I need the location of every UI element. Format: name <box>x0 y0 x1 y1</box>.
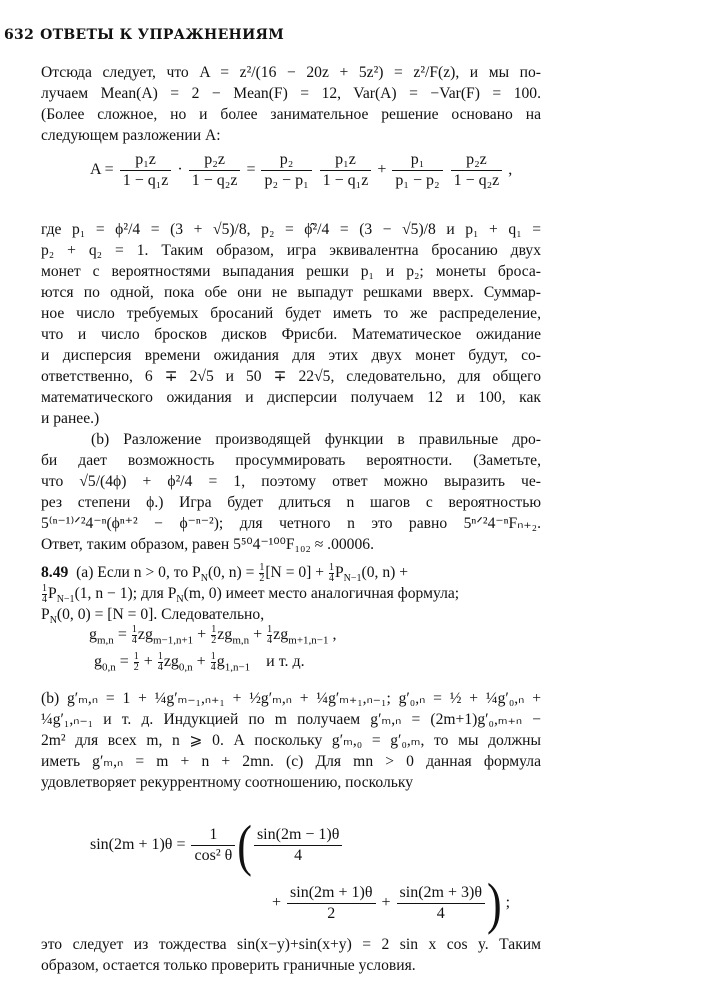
eq-operator: + <box>381 894 391 912</box>
subscript: 1,n−1 <box>224 661 251 674</box>
text-span: P <box>41 606 50 623</box>
denominator: 1 − q₂z <box>453 172 500 189</box>
numerator: p₁z <box>120 150 172 171</box>
text-span: (0, n) = <box>207 564 259 582</box>
text-line: (Более сложное, но и более занимательное решение основано на <box>41 106 541 123</box>
fraction <box>254 825 342 866</box>
text-line: следующем разложении A: <box>41 127 221 144</box>
eq-term: g <box>89 626 97 644</box>
denominator: p₂ − p₁ <box>264 172 309 189</box>
text-span: P <box>48 585 57 603</box>
eq-term: zg <box>163 653 179 671</box>
eq-operator: + <box>197 626 207 644</box>
eq-term: zg <box>217 626 233 644</box>
text-line: рез степени ϕ.) Игра будет длиться n шагов с вероятностью <box>41 494 541 511</box>
fraction-half: $\frac{1}{2}$ <box>133 651 139 673</box>
eq-operator: = <box>119 653 129 671</box>
subscript: m+1,n−1 <box>288 634 329 647</box>
subscript: m,n <box>232 634 250 647</box>
fraction-quarter: $\frac{1}{4}$ <box>267 624 273 646</box>
denominator: p₁ − p₂ <box>395 172 440 189</box>
text-line: (b) g′ₘ,ₙ = 1 + ¼g′ₘ₋₁,ₙ₊₁ + ½g′ₘ,ₙ + ¼g′ₘ₊₁,ₙ₋₁; g′₀,ₙ = ½ + ¼g′₀,ₙ + <box>41 690 541 707</box>
equation-sin-row1 <box>90 813 344 878</box>
text-line: би дает возможность просуммировать вероятности. (Заметьте, <box>41 452 541 469</box>
numerator: p₁ <box>392 150 442 171</box>
text-line: 2m² для всех m, n ⩾ 0. А поскольку g′ₘ,₀ = g′₀,ₘ, то мы должны <box>41 732 541 749</box>
fraction-quarter: $\frac{1}{4}$ <box>328 562 334 584</box>
denominator: cos² θ <box>194 847 233 864</box>
fraction-quarter: $\frac{1}{4}$ <box>42 583 47 605</box>
eq-term: g <box>216 653 225 671</box>
paren-open: ( <box>237 813 252 878</box>
exercise-number: 8.49 <box>41 564 69 582</box>
text-line: математического ожидания и дисперсии получаем 12 и 100, как <box>41 389 541 406</box>
paren-close: ) <box>487 871 502 936</box>
text-span: (a) Если n > 0, то P <box>76 564 201 582</box>
fraction-half: $\frac{1}{2}$ <box>211 624 217 646</box>
eq-operator: + <box>272 894 282 912</box>
subscript: m,n <box>97 634 114 647</box>
eq-term: g <box>94 653 102 671</box>
text-line: лучаем Mean(A) = 2 − Mean(F) = 12, Var(A) = −Var(F) = 100. <box>41 85 541 102</box>
eq-operator: , <box>332 626 337 644</box>
eq-operator: ; <box>505 894 511 912</box>
fraction <box>261 150 311 191</box>
fraction <box>451 150 503 191</box>
denominator: 1 − q₁z <box>122 172 169 189</box>
numerator: p₂z <box>451 150 503 171</box>
eq-operator: + <box>143 653 153 671</box>
numerator: sin(2m + 1)θ <box>287 883 375 904</box>
eq-term: zg <box>273 626 289 644</box>
denominator: 1 − q₂z <box>191 172 238 189</box>
eq-operator: + <box>196 653 206 671</box>
equation-decomposition <box>90 150 512 191</box>
fraction <box>392 150 442 191</box>
eq-operator: = <box>246 161 256 179</box>
denominator: 2 <box>327 905 336 922</box>
fraction <box>120 150 172 191</box>
numerator: 1 <box>191 825 235 846</box>
subscript: N <box>176 594 184 606</box>
running-title: ОТВЕТЫ К УПРАЖНЕНИЯМ <box>40 27 285 43</box>
text-line: монет с вероятностями выпадания решки p₁ и p₂; монеты броса- <box>41 263 541 280</box>
numerator: p₁z <box>320 150 372 171</box>
eq-operator: + <box>253 626 263 644</box>
text-span: P <box>334 564 344 582</box>
text-span: (0, 0) = [N = 0]. Следовательно, <box>56 606 265 623</box>
page-header <box>4 27 284 43</box>
eq-term: sin(2m + 1)θ = <box>90 836 186 854</box>
fraction <box>320 150 372 191</box>
text-line: ¼g′₁,ₙ₋₁ и т. д. Индукцией по m получаем g′ₘ,ₙ = (2m+1)g′₀,ₘ₊ₙ − <box>41 711 541 728</box>
fraction <box>287 883 375 924</box>
text-line: где p₁ = ϕ²/4 = (3 + √5)/8, p₂ = ϕ̂²/4 = (3 − √5)/8 и p₁ + q₁ = <box>41 221 541 238</box>
text-span: [N = 0] + <box>265 564 328 582</box>
text-line: иметь g′ₘ,ₙ = m + n + 2mn. (c) Для mn > 0 данная формула <box>41 753 541 770</box>
text-line: это следует из тождества sin(x−y)+sin(x+y) = 2 sin x cos y. Таким <box>41 936 541 953</box>
text-line: образом, остается только проверить граничные условия. <box>41 957 416 974</box>
subscript: N−1 <box>343 573 362 585</box>
subscript: 0,n <box>178 661 193 674</box>
text-line: Отсюда следует, что A = z²/(16 − 20z + 5z²) = z²/F(z), и мы по- <box>41 64 541 81</box>
numerator: p₂ <box>261 150 311 171</box>
subscript: m−1,n+1 <box>152 634 194 647</box>
text-line: p₂ + q₂ = 1. Таким образом, игра эквивалентна бросанию двух <box>41 242 541 259</box>
fraction <box>189 150 241 191</box>
subscript: 0,n <box>102 661 116 674</box>
fraction-quarter: $\frac{1}{4}$ <box>131 624 137 646</box>
eq-term: zg <box>137 626 153 644</box>
fraction <box>191 825 235 866</box>
subscript: N <box>200 573 208 585</box>
equation-gmn-row1 <box>89 625 336 646</box>
text-line: 5⁽ⁿ⁻¹⁾ᐟ²4⁻ⁿ(ϕⁿ⁺² − ϕ⁻ⁿ⁻²); для четного n это равно 5ⁿᐟ²4⁻ⁿFₙ₊₂. <box>41 515 541 532</box>
page-number: 632 <box>4 27 35 43</box>
eq-term: и т. д. <box>266 653 305 671</box>
fraction-half: $\frac{1}{2}$ <box>259 562 265 584</box>
denominator: 4 <box>294 847 303 864</box>
text-line: ответственно, 6 ∓ 2√5 и 50 ∓ 22√5, следовательно, для общего <box>41 368 541 385</box>
numerator: p₂z <box>189 150 241 171</box>
fraction-quarter: $\frac{1}{4}$ <box>210 651 216 673</box>
text-line: Ответ, таким образом, равен 5⁵⁰4⁻¹⁰⁰F₁₀₂ ≈ .00006. <box>41 536 374 553</box>
subscript: N−1 <box>56 594 75 606</box>
text-line: и ранее.) <box>41 410 100 427</box>
fraction <box>397 883 485 924</box>
text-line: что √5/(4ϕ) + ϕ²/4 = 1, поэтому ответ можно выразить че- <box>41 473 541 490</box>
text-line: что и число бросков дисков Фрисби. Математическое ожидание <box>41 326 541 343</box>
text-line: ное число требуемых бросаний будет иметь то же распределение, <box>41 305 541 322</box>
text-line: удовлетворяет рекуррентному соотношению, поскольку <box>41 774 414 791</box>
eq-operator: · <box>177 161 183 179</box>
text-span: (m, 0) имеет место аналогичная формула; <box>183 585 460 603</box>
equation-gmn-row2 <box>94 652 305 673</box>
subscript: N <box>49 615 57 627</box>
numerator: sin(2m − 1)θ <box>254 825 342 846</box>
text-line: ются по одной, пока обе они не выпадут решками вверх. Суммар- <box>41 284 541 301</box>
fraction-quarter: $\frac{1}{4}$ <box>157 651 163 673</box>
numerator: sin(2m + 3)θ <box>397 883 485 904</box>
text-span: (1, n − 1); для P <box>74 585 177 603</box>
denominator: 4 <box>436 905 445 922</box>
eq-operator: , <box>508 161 513 179</box>
eq-term: A = <box>90 161 114 179</box>
text-span: (0, n) + <box>361 564 409 582</box>
text-line: (b) Разложение производящей функции в правильные дро- <box>91 431 541 448</box>
eq-operator: = <box>117 626 127 644</box>
text-line: и дисперсия времени ожидания для этих двух монет будут, со- <box>41 347 541 364</box>
denominator: 1 − q₁z <box>322 172 369 189</box>
eq-operator: + <box>377 161 387 179</box>
equation-sin-row2 <box>272 871 511 936</box>
